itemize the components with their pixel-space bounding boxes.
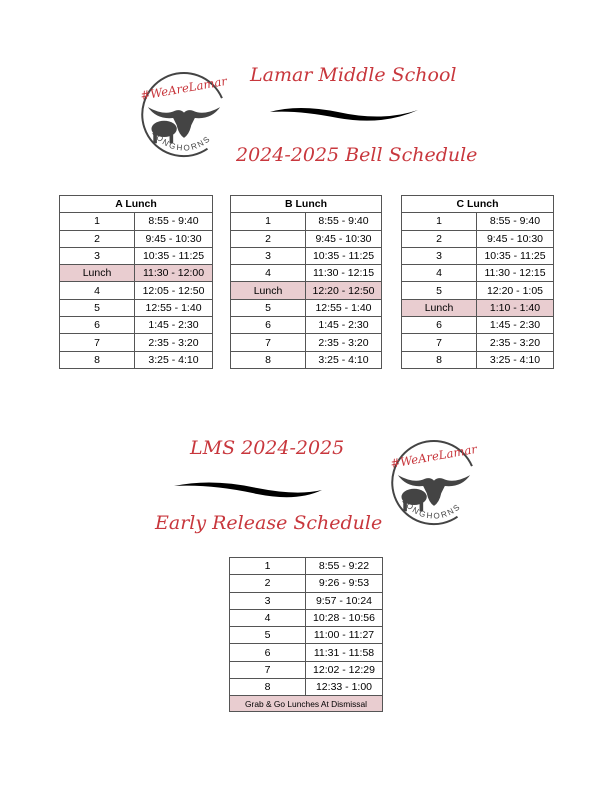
table-row xyxy=(402,230,554,247)
time-cell: 12:20 - 12:50 xyxy=(306,282,382,299)
time-cell: 3:25 - 4:10 xyxy=(306,351,382,368)
time-cell: 11:00 - 11:27 xyxy=(306,627,383,644)
swoosh-divider-2 xyxy=(172,478,324,504)
period-cell: 6 xyxy=(230,644,306,661)
table-row xyxy=(231,334,382,351)
table-row xyxy=(402,213,554,230)
lamar-longhorns-logo-2 xyxy=(378,430,490,542)
time-cell: 10:35 - 11:25 xyxy=(477,247,554,264)
table-row xyxy=(60,213,213,230)
time-cell: 1:45 - 2:30 xyxy=(135,317,213,334)
time-cell: 9:45 - 10:30 xyxy=(477,230,554,247)
time-cell: 10:28 - 10:56 xyxy=(306,609,383,626)
time-cell: 12:05 - 12:50 xyxy=(135,282,213,299)
period-cell: 6 xyxy=(231,317,306,334)
table-row xyxy=(60,299,213,316)
period-cell: 7 xyxy=(230,661,306,678)
table-row xyxy=(231,247,382,264)
time-cell: 12:02 - 12:29 xyxy=(306,661,383,678)
table-row xyxy=(230,609,383,626)
period-cell: 3 xyxy=(230,592,306,609)
table-row xyxy=(231,351,382,368)
table-row xyxy=(230,592,383,609)
period-cell: 5 xyxy=(231,299,306,316)
logo-word: LONGHORNS xyxy=(400,496,463,521)
period-cell: 6 xyxy=(60,317,135,334)
table-row xyxy=(402,299,554,316)
period-cell: 1 xyxy=(230,558,306,575)
period-cell: 2 xyxy=(402,230,477,247)
time-cell: 11:30 - 12:15 xyxy=(477,265,554,282)
period-cell: 7 xyxy=(231,334,306,351)
table-row xyxy=(231,230,382,247)
time-cell: 9:45 - 10:30 xyxy=(135,230,213,247)
period-cell: 1 xyxy=(402,213,477,230)
time-cell: 9:26 - 9:53 xyxy=(306,575,383,592)
logo-hashtag: #WeAreLamar xyxy=(389,441,478,471)
table-row xyxy=(60,282,213,299)
period-cell: 3 xyxy=(231,247,306,264)
table-row xyxy=(60,317,213,334)
table-row xyxy=(402,247,554,264)
period-cell: 4 xyxy=(60,282,135,299)
period-cell: 5 xyxy=(60,299,135,316)
period-cell: Lunch xyxy=(231,282,306,299)
table-row xyxy=(231,282,382,299)
time-cell: 12:55 - 1:40 xyxy=(135,299,213,316)
table-row xyxy=(402,334,554,351)
time-cell: 8:55 - 9:40 xyxy=(477,213,554,230)
bell-schedule-title: 2024-2025 Bell Schedule xyxy=(236,144,478,166)
time-cell: 1:45 - 2:30 xyxy=(306,317,382,334)
swoosh-divider xyxy=(268,102,420,130)
period-cell: 5 xyxy=(402,282,477,299)
period-cell: 4 xyxy=(231,265,306,282)
time-cell: 8:55 - 9:40 xyxy=(306,213,382,230)
period-cell: 4 xyxy=(230,609,306,626)
time-cell: 8:55 - 9:22 xyxy=(306,558,383,575)
table-row xyxy=(60,334,213,351)
time-cell: 10:35 - 11:25 xyxy=(135,247,213,264)
time-cell: 2:35 - 3:20 xyxy=(477,334,554,351)
table-row xyxy=(60,265,213,282)
table-row xyxy=(231,299,382,316)
period-cell: 8 xyxy=(231,351,306,368)
time-cell: 2:35 - 3:20 xyxy=(306,334,382,351)
time-cell: 11:31 - 11:58 xyxy=(306,644,383,661)
time-cell: 1:45 - 2:30 xyxy=(477,317,554,334)
table-title: B Lunch xyxy=(231,196,382,213)
time-cell: 1:10 - 1:40 xyxy=(477,299,554,316)
period-cell: 3 xyxy=(60,247,135,264)
period-cell: 8 xyxy=(60,351,135,368)
period-cell: 1 xyxy=(60,213,135,230)
time-cell: 9:57 - 10:24 xyxy=(306,592,383,609)
early-release-year-title: LMS 2024-2025 xyxy=(190,437,345,459)
table-title: A Lunch xyxy=(60,196,213,213)
period-cell: 5 xyxy=(230,627,306,644)
table-row xyxy=(230,661,383,678)
time-cell: 3:25 - 4:10 xyxy=(477,351,554,368)
table-row xyxy=(231,317,382,334)
early-release-table xyxy=(229,557,383,712)
table-row xyxy=(402,317,554,334)
period-cell: Lunch xyxy=(60,265,135,282)
time-cell: 11:30 - 12:15 xyxy=(306,265,382,282)
table-row xyxy=(60,230,213,247)
table-row xyxy=(230,627,383,644)
period-cell: 4 xyxy=(402,265,477,282)
a-lunch-table xyxy=(59,195,213,369)
time-cell: 10:35 - 11:25 xyxy=(306,247,382,264)
table-row xyxy=(60,247,213,264)
table-row xyxy=(230,679,383,696)
early-release-title: Early Release Schedule xyxy=(155,512,383,534)
c-lunch-table xyxy=(401,195,554,369)
period-cell: Lunch xyxy=(402,299,477,316)
period-cell: 2 xyxy=(60,230,135,247)
time-cell: 3:25 - 4:10 xyxy=(135,351,213,368)
table-row xyxy=(231,265,382,282)
note-row xyxy=(230,696,383,712)
period-cell: 7 xyxy=(60,334,135,351)
table-row xyxy=(230,575,383,592)
period-cell: 3 xyxy=(402,247,477,264)
dismissal-note: Grab & Go Lunches At Dismissal xyxy=(230,696,383,712)
table-row xyxy=(402,265,554,282)
table-row xyxy=(402,282,554,299)
time-cell: 12:20 - 1:05 xyxy=(477,282,554,299)
period-cell: 8 xyxy=(402,351,477,368)
b-lunch-table xyxy=(230,195,382,369)
time-cell: 9:45 - 10:30 xyxy=(306,230,382,247)
table-row xyxy=(231,213,382,230)
period-cell: 8 xyxy=(230,679,306,696)
logo-word: LONGHORNS xyxy=(150,128,213,153)
period-cell: 2 xyxy=(231,230,306,247)
period-cell: 2 xyxy=(230,575,306,592)
time-cell: 2:35 - 3:20 xyxy=(135,334,213,351)
school-title: Lamar Middle School xyxy=(250,64,457,86)
time-cell: 12:55 - 1:40 xyxy=(306,299,382,316)
time-cell: 8:55 - 9:40 xyxy=(135,213,213,230)
period-cell: 1 xyxy=(231,213,306,230)
table-title: C Lunch xyxy=(402,196,554,213)
table-row xyxy=(402,351,554,368)
period-cell: 6 xyxy=(402,317,477,334)
table-row xyxy=(230,644,383,661)
time-cell: 12:33 - 1:00 xyxy=(306,679,383,696)
time-cell: 11:30 - 12:00 xyxy=(135,265,213,282)
table-row xyxy=(60,351,213,368)
logo-hashtag: #WeAreLamar xyxy=(139,73,228,103)
lamar-longhorns-logo xyxy=(128,62,240,174)
period-cell: 7 xyxy=(402,334,477,351)
table-row xyxy=(230,558,383,575)
